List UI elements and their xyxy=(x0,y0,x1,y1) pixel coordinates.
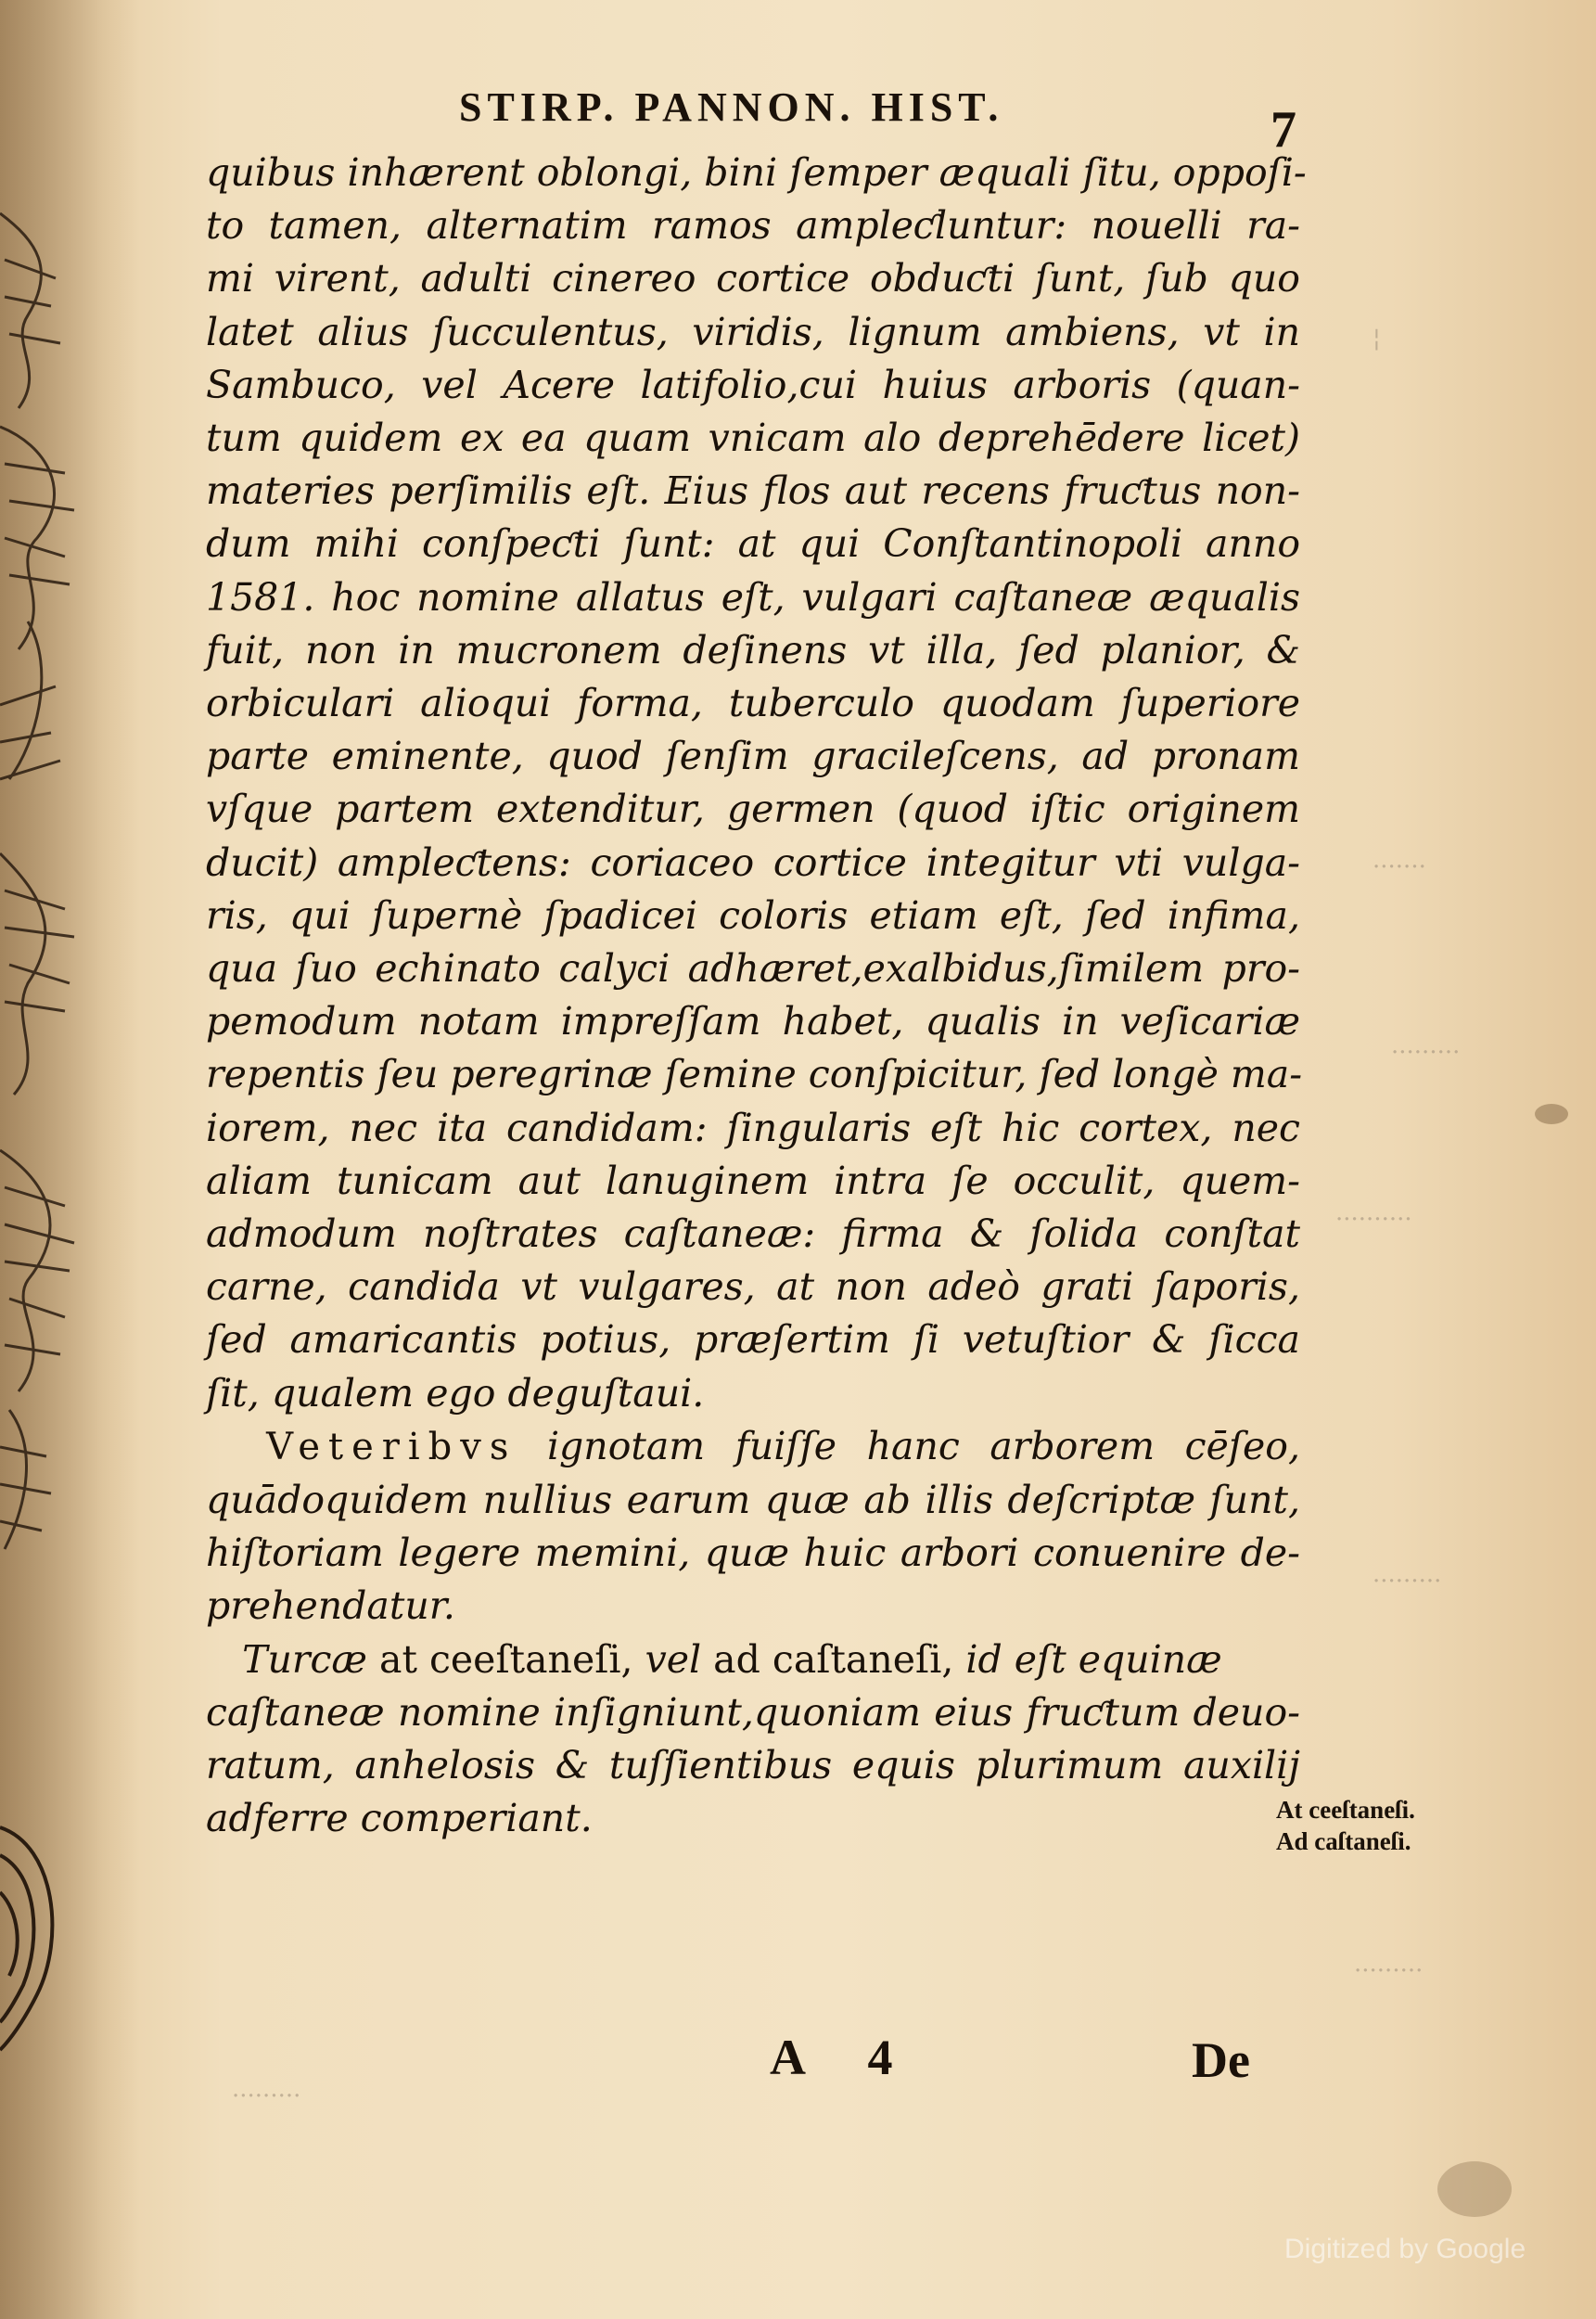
text-line: ſit, qualem ego deguſtaui. xyxy=(206,1370,705,1416)
facing-page-leaf-illustration xyxy=(0,186,102,1595)
text-line: dum mihi conſpeƈti ſunt: at qui Conſtantinopoli anno xyxy=(206,521,1300,567)
text-line: tum quidem ex ea quam vnicam alo deprehēdere licet) xyxy=(206,416,1300,461)
text-line-fragment: ignotam fuiſſe hanc arborem cēſeo, xyxy=(517,1423,1300,1468)
show-through-text: ¦ xyxy=(1373,325,1381,352)
show-through-text: ·········· xyxy=(1335,1206,1412,1234)
text-line-fragment: id eſt equinæ xyxy=(965,1636,1222,1682)
small-caps-lead: Veteribvs xyxy=(266,1425,517,1468)
marginal-note-line: At ceeſtaneſi. xyxy=(1276,1796,1415,1824)
text-line: fuit, non in mucronem deſinens vt illa, ſed planior, & xyxy=(206,627,1300,673)
text-line: carne, candida vt vulgares, at non adeò grati ſaporis, xyxy=(206,1264,1300,1310)
ink-stain xyxy=(1437,2161,1512,2217)
running-head: STIRP. PANNON. HIST. xyxy=(459,84,1004,130)
vel-word: vel xyxy=(645,1636,702,1682)
show-through-text: ········· xyxy=(1354,1957,1424,1985)
text-line: Sambuco, vel Acere latifolio,cui huius arboris (quan- xyxy=(206,362,1300,407)
text-line: quibus inhærent oblongi, bini ſemper æquali ſitu, oppoſi- xyxy=(206,150,1307,195)
text-line: materies perſimilis eſt. Eius flos aut recens fruƈtus non- xyxy=(206,468,1300,514)
text-line: ſed amaricantis potius, præſertim ſi vetuſtior & ſicca xyxy=(206,1317,1300,1363)
text-line: repentis ſeu peregrinæ ſemine conſpicitur, ſed longè ma- xyxy=(206,1052,1303,1097)
paragraph-3-first-line xyxy=(206,1634,1300,1686)
show-through-text: ········· xyxy=(1391,1039,1461,1067)
text-line: ris, qui ſupernè ſpadicei coloris etiam eſt, ſed infima, xyxy=(206,892,1300,938)
text-line: pemodum notam impreſſam habet, qualis in veſicariæ xyxy=(206,999,1300,1044)
signature-mark: A 4 xyxy=(770,2030,919,2085)
body-text xyxy=(206,147,1307,1846)
text-line: iorem, nec ita candidam: ſingularis eſt hic cortex, nec xyxy=(206,1105,1300,1150)
text-line: quādoquidem nullius earum quæ ab illis deſcriptæ ſunt, xyxy=(206,1478,1300,1523)
text-line: mi virent, adulti cinereo cortice obduƈti ſunt, ſub quo xyxy=(206,256,1300,301)
text-line: orbiculari alioqui forma, tuberculo quodam ſuperiore xyxy=(206,681,1300,726)
text-line: hiſtoriam legere memini, quæ huic arbori conuenire de- xyxy=(206,1531,1300,1576)
ink-stain xyxy=(1535,1104,1568,1124)
text-line: parte eminente, quod ſenſim gracileſcens, ad pronam xyxy=(206,734,1300,779)
roman-term: at ceeſtaneſi, xyxy=(366,1636,645,1682)
text-line: ratum, anhelosis & tuſſientibus equis plurimum auxilij xyxy=(206,1743,1300,1788)
text-line: adferre comperiant. xyxy=(206,1796,593,1841)
text-line: ducit) ampleƈtens: coriaceo cortice integitur vti vulga- xyxy=(206,839,1300,885)
text-line: caſtaneæ nomine inſigniunt,quoniam eius fruƈtum deuo- xyxy=(206,1689,1300,1735)
show-through-text: ······· xyxy=(1373,853,1426,881)
text-line: latet alius ſucculentus, viridis, lignum ambiens, vt in xyxy=(206,309,1300,354)
text-line: admodum noſtrates caſtaneæ: firma & ſolida conſtat xyxy=(206,1211,1300,1257)
paragraph-2-first-line xyxy=(206,1420,1300,1474)
show-through-text: ········· xyxy=(1373,1568,1442,1595)
text-line: qua ſuo echinato calyci adhæret,exalbidus,ſimilem pro- xyxy=(206,946,1300,992)
page-number: 7 xyxy=(1270,101,1296,159)
catchword: De xyxy=(1192,2032,1250,2088)
text-line: aliam tunicam aut lanuginem intra ſe occulit, quem- xyxy=(206,1158,1300,1203)
marginal-note-line: Ad caſtaneſi. xyxy=(1276,1827,1411,1855)
digitization-watermark: Digitized by Google xyxy=(1284,2234,1526,2264)
text-line: prehendatur. xyxy=(206,1583,455,1629)
marginal-note xyxy=(1276,1794,1489,1857)
turcae-word: Turcæ xyxy=(242,1636,367,1682)
text-line: vſque partem extenditur, germen (quod iſtic originem xyxy=(206,787,1300,832)
text-line: to tamen, alternatim ramos ampleƈluntur: nouelli ra- xyxy=(206,203,1300,249)
roman-term: ad caſtaneſi, xyxy=(701,1636,966,1682)
show-through-text: ········· xyxy=(232,2082,301,2110)
text-line: 1581. hoc nomine allatus eſt, vulgari caſtaneæ æqualis xyxy=(206,574,1300,620)
facing-page-oval-illustration xyxy=(0,1818,65,2059)
